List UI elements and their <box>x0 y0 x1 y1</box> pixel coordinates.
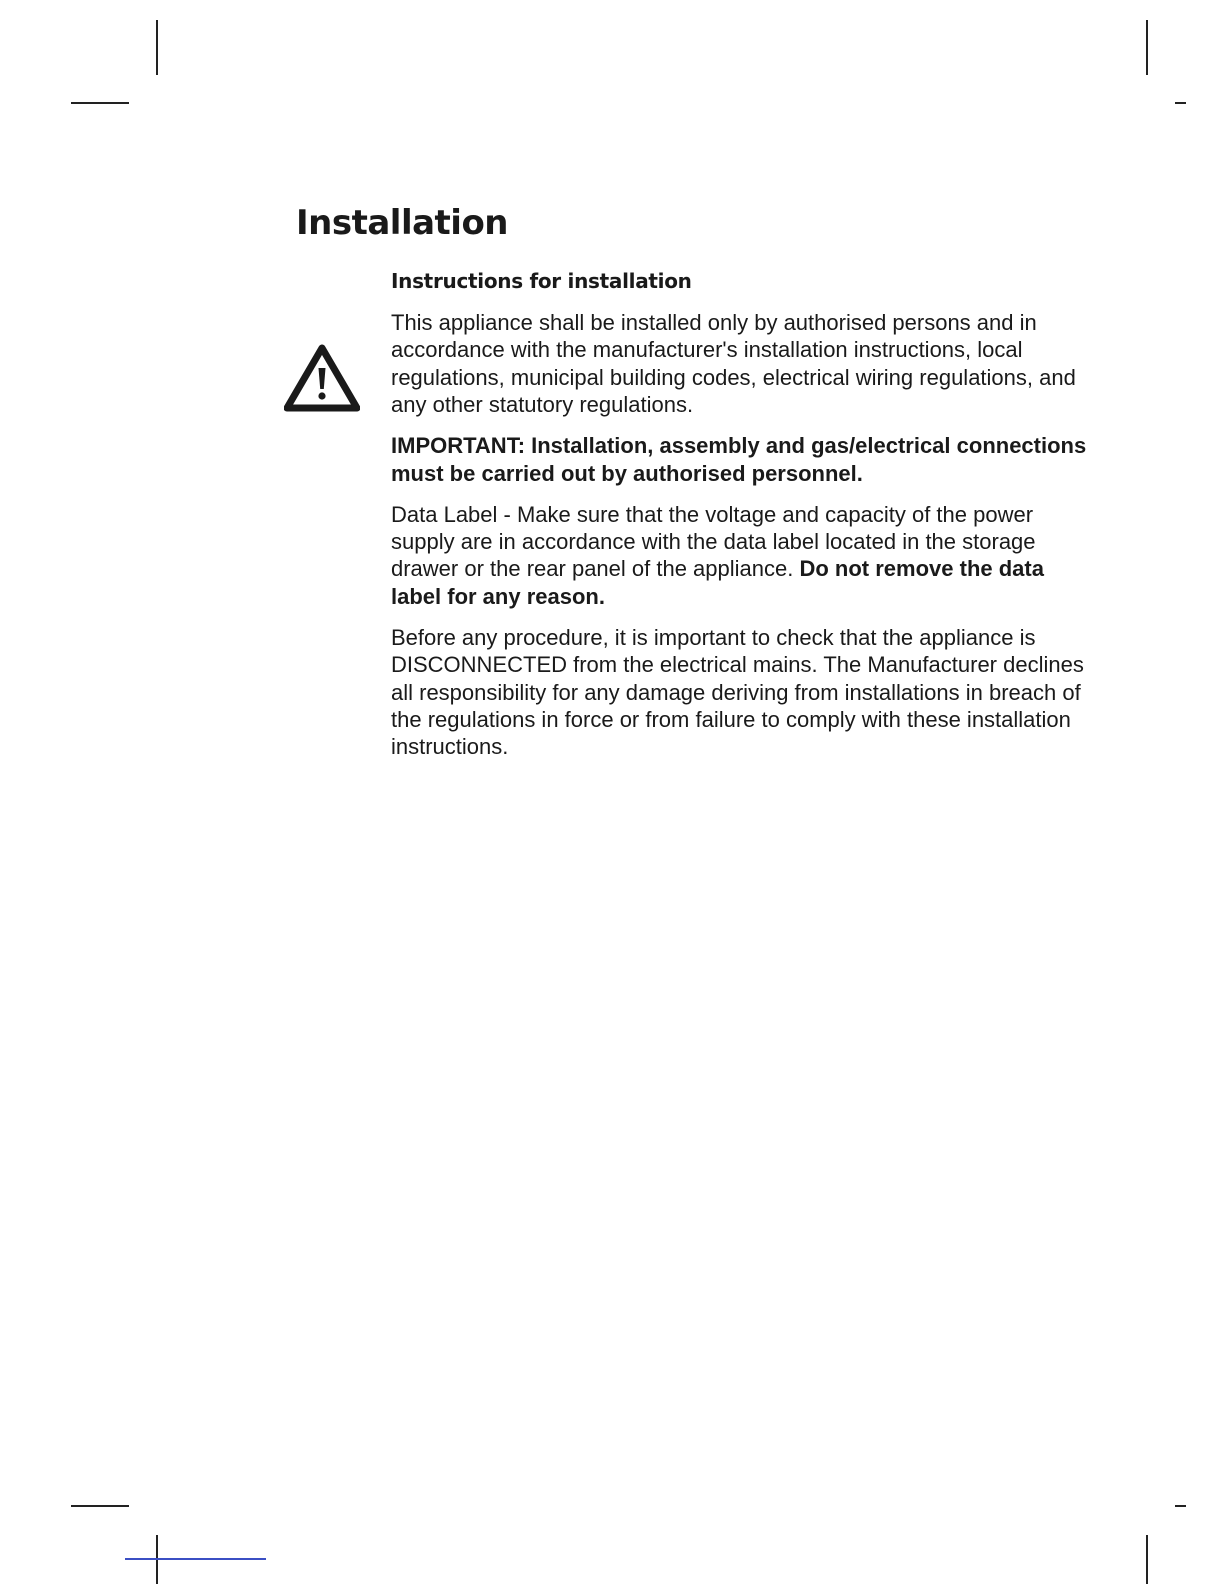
instructions-body <box>391 309 1096 774</box>
paragraph-authorised-installation: This appliance shall be installed only by authorised persons and in accordance with the manufacturer's installation instructions, local regulations, municipal building codes, electrical wiring regulations, and any other statutory regulations. <box>391 310 1076 418</box>
page-title: Installation <box>296 203 509 243</box>
crop-mark-bottom-left-vertical <box>156 1535 158 1584</box>
crop-mark-top-right-horizontal <box>1175 102 1186 104</box>
data-label-text: Data Label - Make sure that the voltage and capacity of the power supply are in accordance with the data label located in the storage drawer or the rear panel of the appliance. <box>391 501 1036 582</box>
crop-mark-top-right-vertical <box>1146 20 1148 75</box>
crop-mark-bottom-right-vertical <box>1146 1535 1148 1584</box>
crop-mark-bottom-left-horizontal <box>71 1505 129 1507</box>
crop-mark-top-left-horizontal <box>71 102 129 104</box>
warning-triangle-icon <box>284 344 360 412</box>
crop-mark-bottom-left-blue-line <box>125 1558 266 1560</box>
crop-mark-top-left-vertical <box>156 20 158 75</box>
paragraph-important-notice: IMPORTANT: Installation, assembly and gas/electrical connections must be carried out by authorised personnel. <box>391 433 1087 486</box>
section-title: Instructions for installation <box>391 269 692 293</box>
paragraph-data-label <box>391 501 1096 611</box>
data-label-warning: Do not remove the data label for any reason. <box>391 556 1044 609</box>
crop-mark-bottom-right-horizontal <box>1175 1505 1186 1507</box>
paragraph-disconnect-notice: Before any procedure, it is important to check that the appliance is DISCONNECTED from the electrical mains. The Manufacturer declines all responsibility for any damage deriving from installations in breach of the regulations in force or from failure to comply with these installation instructions. <box>391 624 1084 760</box>
